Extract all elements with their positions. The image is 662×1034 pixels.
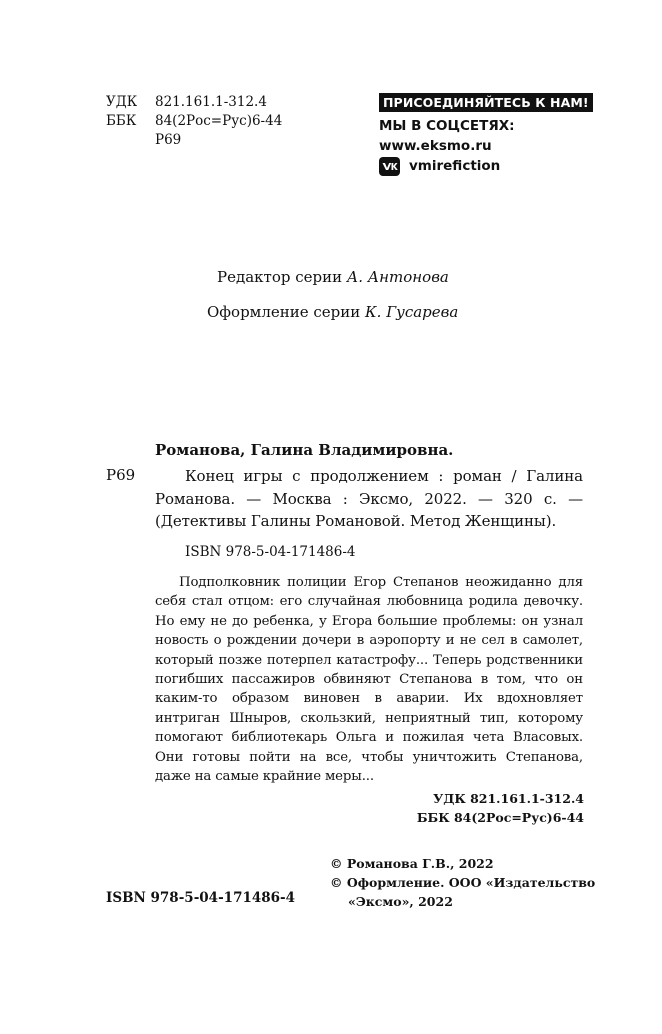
social-heading: МЫ В СОЦСЕТЯХ: bbox=[379, 118, 515, 134]
bbk-code-right: ББК 84(2Рос=Рус)6-44 bbox=[416, 810, 584, 825]
vk-handle[interactable]: vmirefiction bbox=[409, 158, 501, 174]
website-link[interactable]: www.eksmo.ru bbox=[379, 138, 492, 154]
vk-logo-icon bbox=[379, 157, 400, 176]
card-description: Конец игры с продолжением : роман / Галина Романова. — Москва : Эксмо, 2022. — 320 с. — (Детективы Галины Романовой. Метод Женщины). bbox=[155, 467, 583, 530]
card-code: Р69 bbox=[106, 466, 136, 484]
bbk-value: 84(2Рос=Рус)6-44 bbox=[155, 113, 283, 129]
card-author: Романова, Галина Владимировна. bbox=[155, 441, 454, 459]
udk-label: УДК bbox=[106, 94, 138, 110]
isbn-bottom: ISBN 978-5-04-171486-4 bbox=[106, 890, 296, 906]
series-design-name: К. Гусарева bbox=[365, 303, 459, 321]
series-editor-label: Редактор серии bbox=[217, 268, 343, 286]
series-design-label: Оформление серии bbox=[207, 303, 361, 321]
udk-code-right: УДК 821.161.1-312.4 bbox=[433, 791, 584, 806]
series-editor bbox=[217, 267, 449, 287]
udk-value: 821.161.1-312.4 bbox=[155, 94, 267, 110]
bbk-label: ББК bbox=[106, 113, 137, 129]
series-design bbox=[207, 302, 458, 322]
copyright-design-1: © Оформление. ООО «Издательство bbox=[330, 875, 596, 890]
book-annotation: Подполковник полиции Егор Степанов неожиданно для себя стал отцом: его случайная любовница родила девочку. Но ему не до ребенка, у Егора большие проблемы: он узнал новость о рождении дочери в аэропорту и не сел в самолет, который позже потерпел катастрофу... Теперь родственники погибших пассажиров обвиняют Степанова в том, что он каким-то образом виновен в аварии. Их вдохновляет интриган Шныров, скользкий, неприятный тип, которому помогают библиотекарь Ольга и пожилая чета Власовых. Они готовы пойти на все, чтобы уничтожить Степанова, даже на самые крайние меры... bbox=[155, 575, 583, 785]
card-isbn: ISBN 978-5-04-171486-4 bbox=[185, 544, 356, 560]
series-editor-name: А. Антонова bbox=[346, 268, 449, 286]
author-mark: Р69 bbox=[155, 132, 182, 148]
join-banner: ПРИСОЕДИНЯЙТЕСЬ К НАМ! bbox=[379, 93, 593, 112]
copyright-design-2: «Эксмо», 2022 bbox=[348, 894, 453, 909]
copyright-author: © Романова Г.В., 2022 bbox=[330, 856, 494, 871]
